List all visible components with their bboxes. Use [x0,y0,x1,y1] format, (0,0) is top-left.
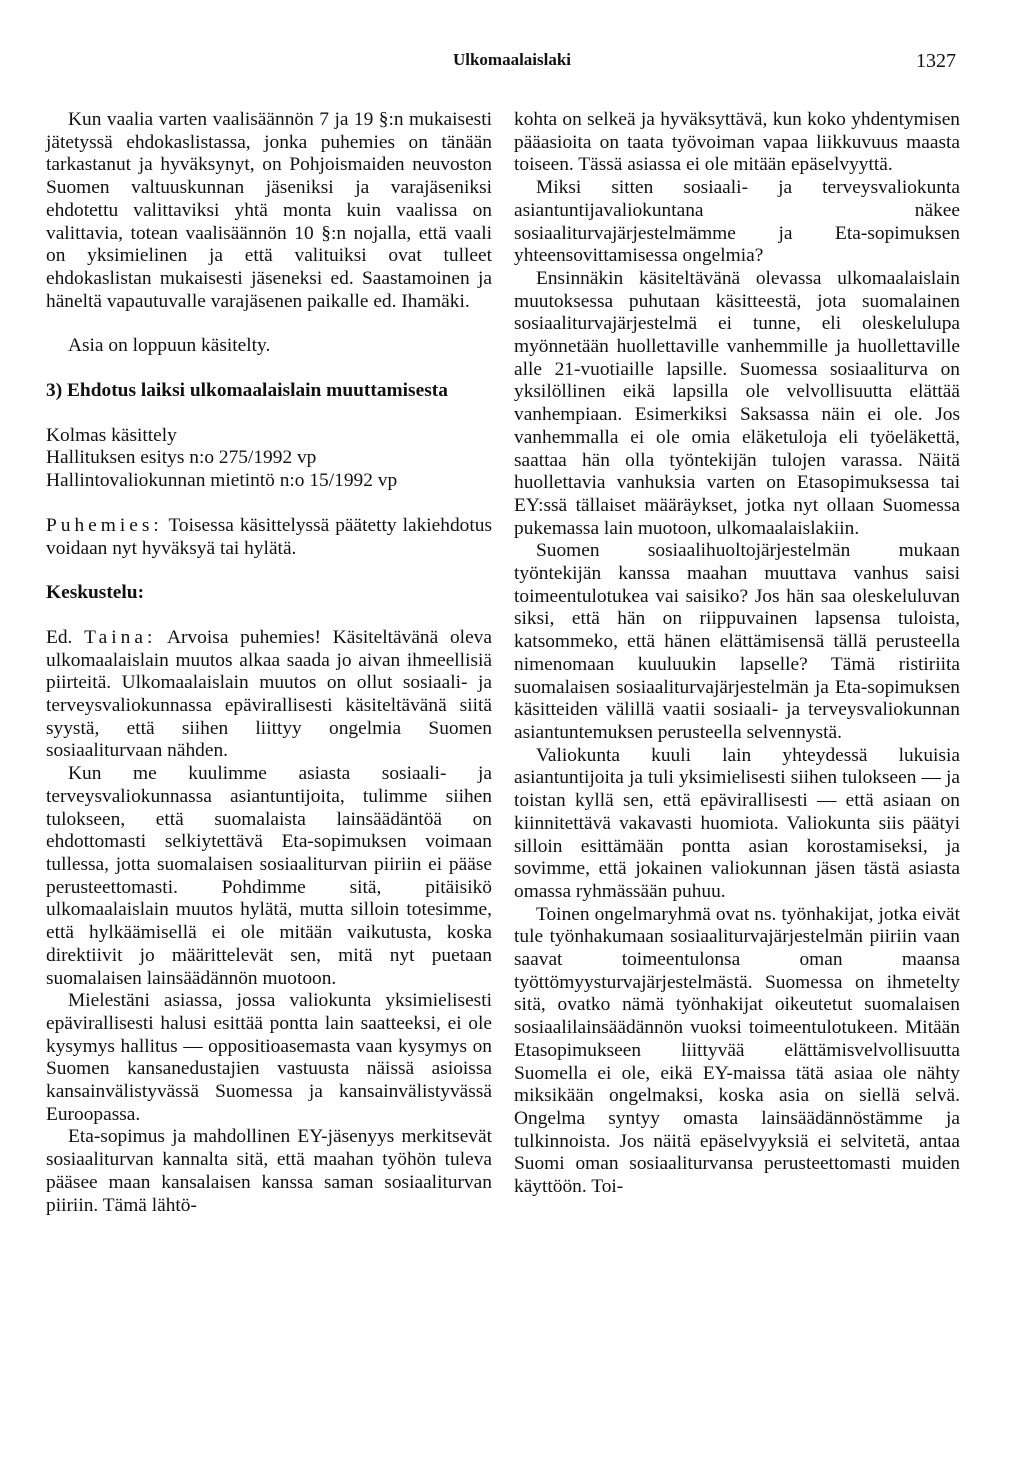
reading-stage: Kolmas käsittely [46,424,177,446]
paragraph: Valiokunta kuuli lain yhteydessä lukuisia asiantuntijoita ja tuli yksimielisesti siihen tulokseen — ja toistan kyllä sen, että epävirallisesti — että asiaan on kiinnitettävä vakavasti huomiota. Valiokunta siis päätyi silloin esittämään pontta asian korostamiseksi, ja sovimme, että jokainen valiokunnan jäsen tästä asiasta omassa ryhmässään puhuu. [514,744,960,902]
speech-text: Arvoisa puhemies! Käsiteltävänä oleva ulkomaalaislain muutos alkaa saada jo aivan ihmeellisiä piirteitä. Ulkomaalaislain muutos on ollut sosiaali- ja terveysvaliokunnassa epävirallisesti käsiteltävänä siitä syystä, että siihen liittyy ongelmia Suomen sosiaaliturvaan nähden. [46,626,492,762]
paragraph: Miksi sitten sosiaali- ja terveysvaliokunta asiantuntijavaliokuntana näkee sosiaaliturvajärjestelmämme ja Eta-sopimuksen yhteensovittamisessa ongelmia? [514,177,960,267]
running-title: Ulkomaalaislaki [452,50,572,69]
paragraph: Toinen ongelmaryhmä ovat ns. työnhakijat, jotka eivät tule työnhakumaan sosiaaliturvajärjestelmän piiriin vaan saavat toimeentulonsa oman maansa työttömyysturvajärjestelmästä. Suomessa on ihmetelty sitä, ovatko nämä työnhakijat oikeutetut suomalaisen sosiaalilainsäädännön vuoksi toimeentulotukeen. Mitään Etasopimukseen liittyvää elättämisvelvollisuutta Suomella ei ole, eikä EY-maissa tätä asiaa ole nähty miksikään ongelmaksi, koska asia on siellä selvä. Ongelma syntyy omasta lainsäädännöstämme ja tulkinnoista. Jos näitä epäselvyyksiä ei selvitetä, antaa Suomi oman sosiaaliturvansa perusteettomasti muiden käyttöön. Toi- [514,903,960,1198]
paragraph: Mielestäni asiassa, jossa valiokunta yksimielisesti epävirallisesti halusi esittää pontta lain saatteeksi, ei ole kysymys hallitus — oppositioasemasta vaan kysymys on Suomen kansanedustajien vastuusta näissä asioissa kansainvälistyvässä Suomessa ja kansainvälistyvässä Euroopassa. [46,990,492,1125]
speaker-name: Taina: [84,626,157,648]
paragraph: Suomen sosiaalihuoltojärjestelmän mukaan työntekijän kanssa maahan muuttava vanhus saisi toimeentulotukea vai saisiko? Jos hän saa oleskeluluvan siksi, että hän on riippuvainen lapsensa tuloista, katsommeko, että hänen elättämisensä tällä perusteella nimenomaan kuuluukin lapselle? Tämä ristiriita suomalaisen sosiaaliturvajärjestelmän ja Eta-sopimuksen käsitteiden välillä vaatii sosiaali- ja terveysvaliokunnan asiantuntemuksen perusteella selvennystä. [514,540,960,743]
paragraph: Eta-sopimus ja mahdollinen EY-jäsenyys merkitsevät sosiaaliturvan kannalta sitä, että maahan työhön tuleva pääsee maan kansalaisen kanssa saman sosiaaliturvan piiriin. Tämä lähtö- [46,1126,492,1216]
paragraph: Ensinnäkin käsiteltävänä olevassa ulkomaalaislain muutoksessa puhutaan käsitteestä, jota suomalainen sosiaaliturvajärjestelmä ei tunne, eli oleskelulupa myönnetään huollettaville vanhemmille ja huollettaville alle 21-vuotiaille lapsille. Suomessa sosiaaliturva on yksilöllinen eikä lapsilla ole velvollisuutta elättää vanhempiaan. Esimerkiksi Saksassa näin ei ole. Jos vanhemmalla ei ole omia eläketuloja eli työeläkettä, saattaa hän olla työntekijän tulojen varassa. Näitä huollettavia vanhuksia varten on Etasopimuksessa tai EY:ssä tällaiset määräykset, jotka nyt ollaan Suomessa pukemassa lain muotoon, ulkomaalaislakiin. [514,267,960,539]
discussion-heading: Keskustelu: [46,582,145,604]
speaker-paragraph [46,515,492,560]
government-proposal: Hallituksen esitys n:o 275/1992 vp [46,447,317,469]
right-column [514,109,960,1199]
left-column [46,109,492,1217]
speaker-prefix: Ed. [46,626,73,648]
committee-report: Hallintovaliokunnan mietintö n:o 15/1992 vp [46,470,398,492]
page-number: 1327 [916,50,956,72]
speaker-paragraph [46,627,492,763]
page-header [0,50,1024,76]
speaker-name: Puhemies: [46,514,163,536]
paragraph: Kun me kuulimme asiasta sosiaali- ja terveysvaliokunnassa asiantuntijoita, tulimme siihen tulokseen, että suomalaista lainsäädäntöä on ehdottomasti selkiytettävä Eta-sopimuksen voimaan tullessa, jotta suomalaisen sosiaaliturvan piiriin ei pääse perusteettomasti. Pohdimme sitä, pitäisikö ulkomaalaislain muutos hylätä, mutta silloin totesimme, että hylkäämisellä ei ole mitään vaikutusta, koska direktiivit jo määrittelevät sen, mitä nyt puetaan suomalaisen lainsäädännön muotoon. [46,763,492,989]
paragraph: kohta on selkeä ja hyväksyttävä, kun koko yhdentymisen pääasioita on taata työvoiman vapaa liikkuvuus maasta toiseen. Tässä asiassa ei ole mitään epäselvyyttä. [514,109,960,176]
paragraph: Kun vaalia varten vaalisäännön 7 ja 19 §:n mukaisesti jätetyssä ehdokaslistassa, jonka puhemies on tänään tarkastanut ja hyväksynyt, on Pohjoismaiden neuvoston Suomen valtuuskunnan jäseniksi ja varajäseniksi ehdotettu valittaviksi yhtä monta kuin vaalissa on valittavia, totean vaalisäännön 10 §:n nojalla, että vaali on yksimielinen ja että valituiksi ovat tulleet ehdokaslistan mukaisesti jäseneksi ed. Saastamoinen ja häneltä vapautuvalle varajäsenen paikalle ed. Ihamäki. [46,109,492,312]
section-heading: 3) Ehdotus laiksi ulkomaalaislain muuttamisesta [46,380,448,402]
paragraph: Asia on loppuun käsitelty. [68,335,271,357]
speech-text: Toisessa käsittelyssä päätetty lakiehdotus voidaan nyt hyväksyä tai hylätä. [46,514,492,559]
